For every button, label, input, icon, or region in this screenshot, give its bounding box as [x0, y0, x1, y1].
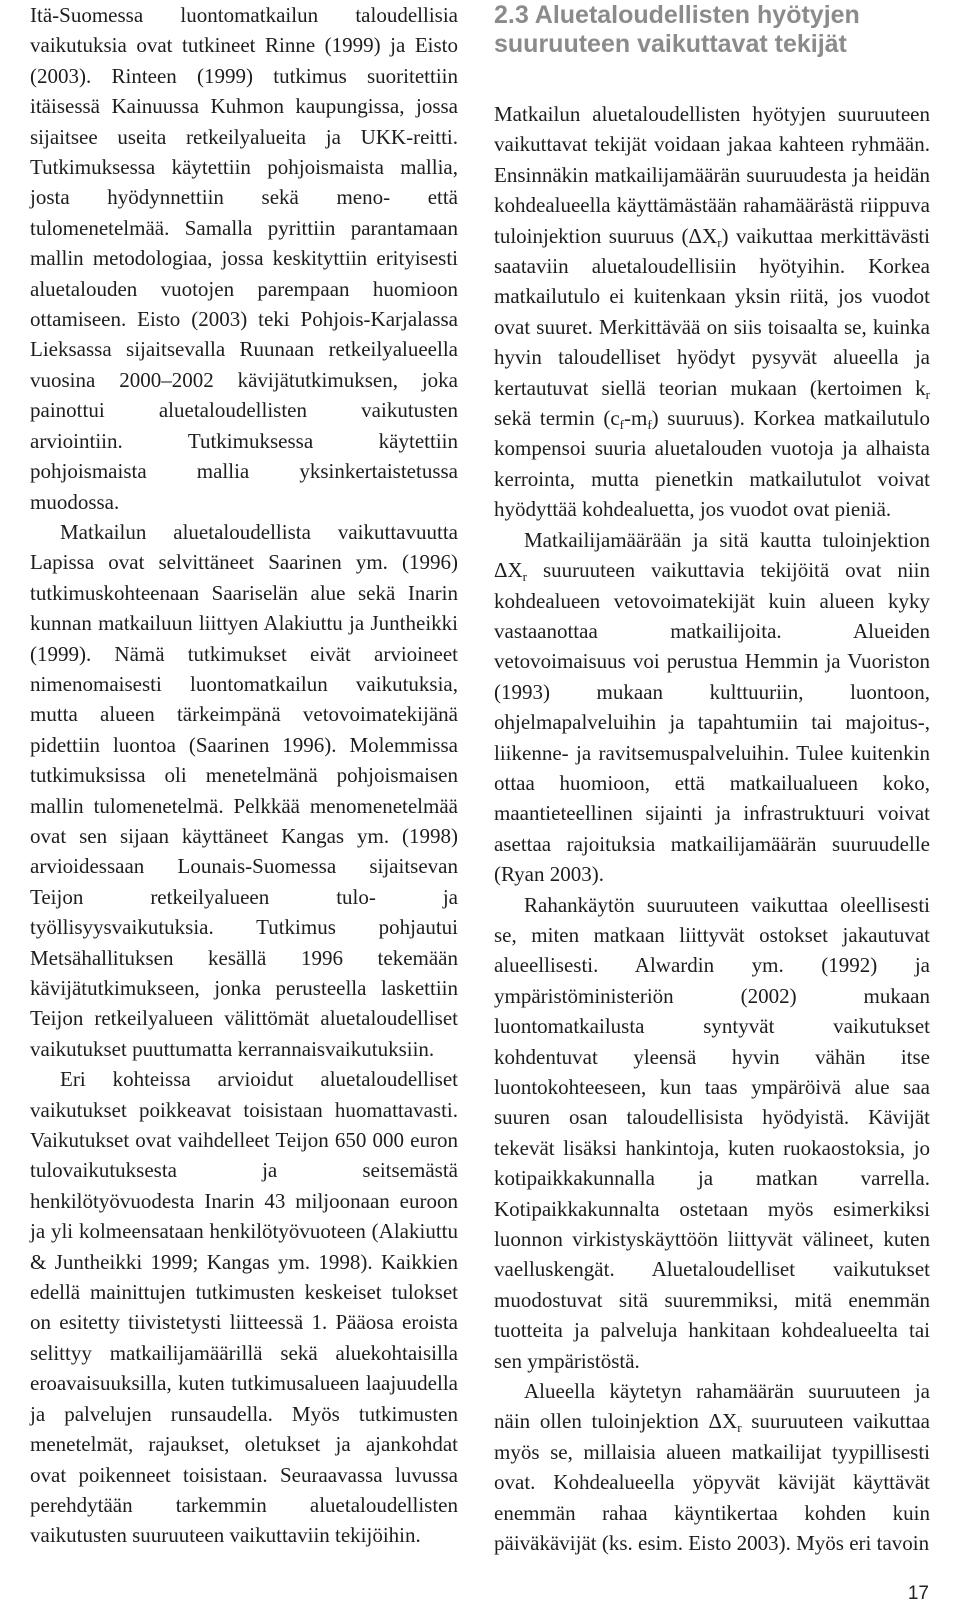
text-run: Matkailijamäärään ja sitä kautta tuloinjektion ΔX	[494, 527, 930, 583]
text-run: suuruuteen vaikuttavia tekijöitä ovat niin kohdealueen vetovoimatekijät kuin alueen kyky vastaanottaa matkailijoita. Alueiden vetovoimaisuus voi perustua Hemmin ja Vuoriston (1993) mukaan kulttuuriin, luontoon, ohjelmapalveluihin ja tapahtumiin tai majoitus-, liikenne- ja ravitsemuspalveluihin. Tulee kuitenkin ottaa huomioon, että matkailualueen koko, maantieteellinen sijainti ja infrastruktuuri voivat asettaa rajoituksia matkailijamäärän suuruudelle (Ryan 2003).	[494, 558, 930, 887]
paragraph	[494, 99, 930, 525]
section-heading: 2.3 Aluetaloudellisten hyötyjen suuruuteen vaikuttavat tekijät	[494, 1, 860, 58]
paragraph	[494, 525, 930, 890]
paragraph: Eri kohteissa arvioidut aluetaloudelliset vaikutukset poikkeavat toisistaan huomattavasti. Vaikutukset ovat vaihdelleet Teijon 650 000 euron tulovaikutuksesta ja seitsemästä henkilötyövuodesta Inarin 43 miljoonaan euroon ja yli kolmeensataan henkilötyövuoteen (Alakiuttu & Juntheikki 1999; Kangas ym. 1998). Kaikkien edellä mainittujen tutkimusten keskeiset tulokset on esitetty tiivistetysti liitteessä 1. Pääosa eroista selittyy matkailijamäärillä sekä aluekohtaisilla eroavaisuuksilla, kuten tutkimusalueen laajuudella ja palvelujen runsaudella. Myös tutkimusten menetelmät, rajaukset, oletukset ja ajankohdat ovat poikenneet toisistaan. Seuraavassa luvussa perehdytään tarkemmin aluetaloudellisten vaikutusten suuruuteen vaikuttaviin tekijöihin.	[30, 1067, 458, 1548]
paragraph	[494, 1376, 930, 1558]
text-run: -m	[624, 406, 648, 431]
text-run: suuruuteen vaikuttaa myös se, millaisia alueen matkailijat tyypillisesti ovat. Kohdealueella yöpyvät kävijät käyttävät enemmän rahaa käyntikertaa kohden kuin päiväkävijät (ks. esim. Eisto 2003). Myös eri tavoin	[494, 1409, 930, 1556]
text-run: ) suuruus). Korkea matkailutulo kompensoi suuria aluetalouden vuotoja ja alhaista kerrointa, mutta pienetkin matkailutulot voivat hyödyttää kohdealuetta, jos vuodot ovat pieniä.	[494, 406, 930, 522]
text-run: sekä termin (c	[494, 406, 620, 431]
subscript: f	[647, 416, 652, 432]
subscript: r	[717, 234, 722, 250]
left-column	[30, 0, 458, 1551]
subscript: r	[737, 1420, 742, 1436]
text-run: Alueella käytetyn rahamäärän suuruuteen ja näin ollen tuloinjektion ΔX	[494, 1379, 930, 1434]
subscript: r	[925, 386, 930, 402]
right-column	[494, 1, 930, 1559]
subscript: r	[522, 568, 528, 584]
paragraph: Itä-Suomessa luontomatkailun taloudellisia vaikutuksia ovat tutkineet Rinne (1999) ja Eisto (2003). Rinteen (1999) tutkimus suoritettiin itäisessä Kainuussa Kuhmon kaupungissa, jossa sijaitsee useita retkeilyalueita ja UKK-reitti. Tutkimuksessa käytettiin pohjoismaista mallia, josta hyödynnettiin sekä meno- että tulomenetelmää. Samalla pyrittiin parantamaan mallin metodologiaa, jossa keskityttiin erityisesti aluetalouden vuotojen parempaan huomioon ottamiseen. Eisto (2003) teki Pohjois-Karjalassa Lieksassa sijaitsevalla Ruunaan retkeilyalueella vuosina 2000–2002 kävijätutkimuksen, joka painottui aluetaloudellisten vaikutusten arviointiin. Tutkimuksessa käytettiin pohjoismaista mallia yksinkertaistetussa muodossa.	[30, 3, 458, 514]
subscript: f	[619, 416, 624, 432]
text-run: Matkailun aluetaloudellisten hyötyjen suuruuteen vaikuttavat tekijät voidaan jakaa kahteen ryhmään. Ensinnäkin matkailijamäärän suuruudesta ja heidän kohdealueella käyttämästään rahamäärästä riippuva tuloinjektion suuruus (ΔX	[494, 102, 930, 248]
paragraph: Rahankäytön suuruuteen vaikuttaa oleellisesti se, miten matkaan liittyvät ostokset jakautuvat alueellisesti. Alwardin ym. (1992) ja ympäristöministeriön (2002) mukaan luontomatkailusta syntyvät vaikutukset kohdentuvat yleensä hyvin vähän itse luontokohteeseen, kun taas ympäröivä alue saa suuren osan taloudellisista hyödyistä. Kävijät tekevät lisäksi hankintoja, kuten ruokaostoksia, jo kotipaikkakunnalla ja matkan varrella. Kotipaikkakunnalta ostetaan myös esimerkiksi luonnon virkistyskäyttöön liittyvät välineet, kuten vaelluskengät. Aluetaloudelliset vaikutukset muodostuvat sitä suuremmiksi, mitä enemmän tuotteita ja palveluja hankitaan kohdealueelta tai sen ympäristöstä.	[494, 892, 930, 1373]
paragraph: Matkailun aluetaloudellista vaikuttavuutta Lapissa ovat selvittäneet Saarinen ym. (1996) tutkimuskohteenaan Saariselän alue sekä Inarin kunnan matkailuun liittyen Alakiuttu ja Juntheikki (1999). Nämä tutkimukset eivät arvioineet nimenomaisesti luontomatkailun vaikutuksia, mutta alueen tärkeimpänä vetovoimatekijänä pidettiin luontoa (Saarinen 1996). Molemmissa tutkimuksissa oli menetelmänä pohjoismaisen mallin tulomenetelmä. Pelkkää menomenetelmää ovat sen sijaan käyttäneet Kangas ym. (1998) arvioidessaan Lounais-Suomessa sijaitsevan Teijon retkeilyalueen tulo- ja työllisyysvaikutuksia. Tutkimus pohjautui Metsähallituksen kesällä 1996 tekemään kävijätutkimukseen, jonka perusteella laskettiin Teijon retkeilyalueen välittömät aluetaloudelliset vaikutukset puuttumatta kerrannaisvaikutuksiin.	[30, 519, 458, 1061]
page-number: 17	[907, 1583, 929, 1604]
text-run: ) vaikuttaa merkittävästi saataviin aluetaloudellisiin hyötyihin. Korkea matkailutulo ei kuitenkaan yksin riitä, jos vuodot ovat suuret. Merkittävää on siis toisaalta se, kuinka hyvin taloudelliset hyödyt pysyvät alueella ja kertautuvat siellä teorian mukaan (kertoimen k	[494, 223, 930, 400]
